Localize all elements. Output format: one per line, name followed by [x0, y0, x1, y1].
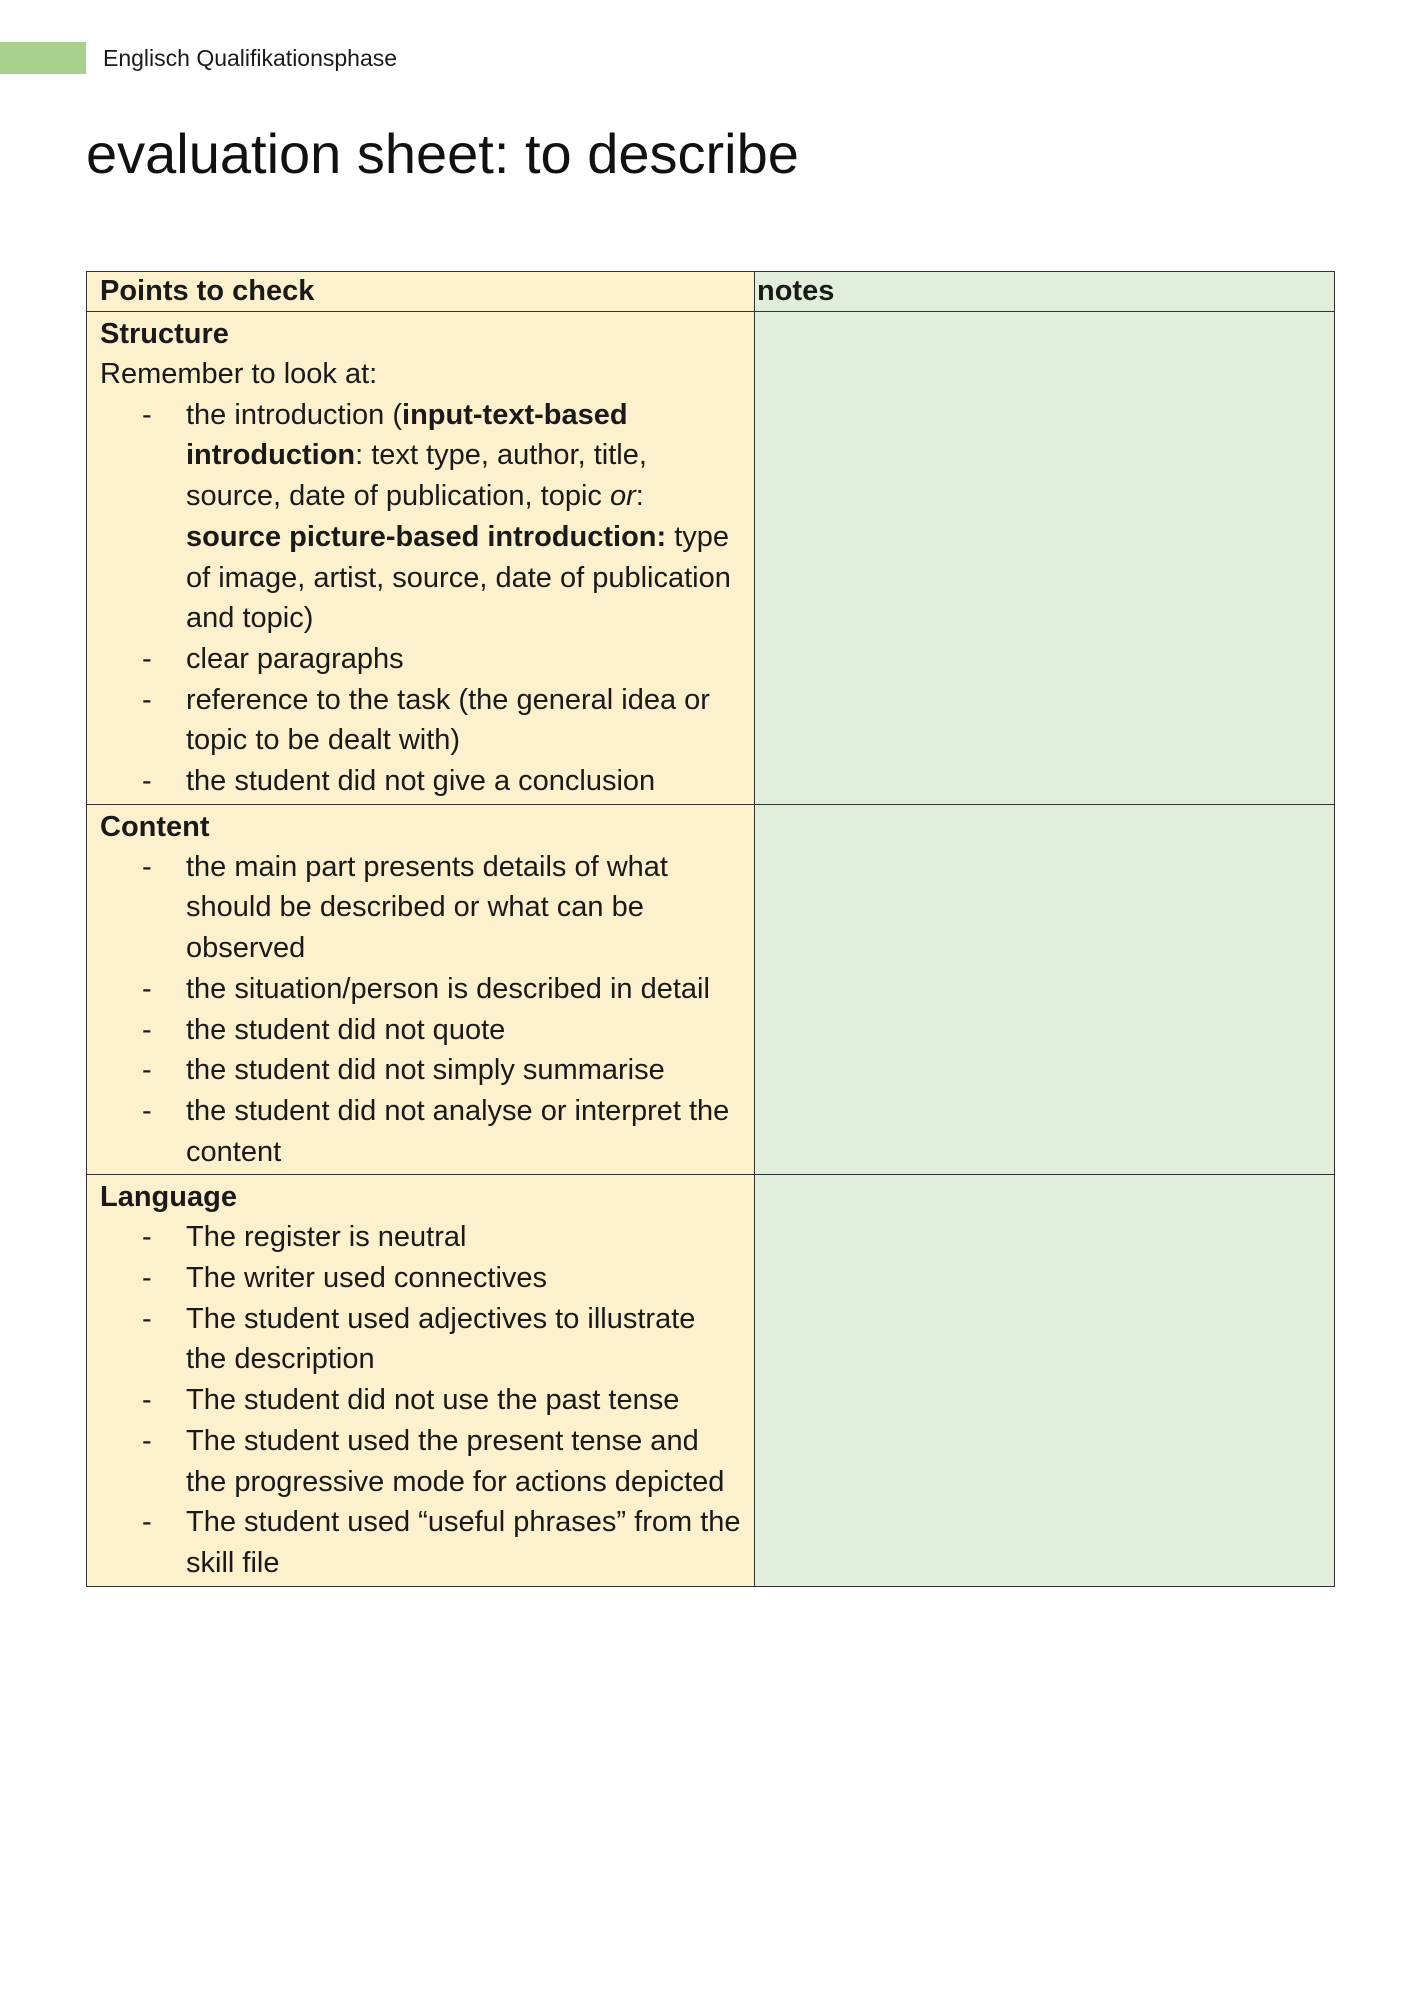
section-title-language: Language: [100, 1181, 237, 1214]
list-dash: -: [142, 1221, 152, 1254]
language-criteria-cell: [87, 1175, 755, 1586]
item-text: The student used adjectives to illustrate the description: [186, 1302, 696, 1376]
list-dash: -: [142, 1424, 152, 1457]
item-text: the student did not simply summarise: [186, 1054, 665, 1087]
table-row-language: [87, 1175, 1335, 1586]
structure-list: [100, 395, 742, 802]
list-dash: -: [142, 1054, 152, 1087]
item-text: reference to the task (the general idea or topic to be dealt with): [186, 683, 710, 757]
column-header-notes: notes: [755, 272, 1335, 312]
content-criteria-cell: [87, 804, 755, 1175]
notes-cell-structure[interactable]: [755, 312, 1335, 805]
table-header-row: [87, 272, 1335, 312]
item-bold-text: source picture-based introduction:: [186, 520, 667, 553]
notes-cell-language[interactable]: [755, 1175, 1335, 1586]
list-item: [100, 1380, 742, 1421]
list-item: [100, 680, 742, 761]
item-text: The student used “useful phrases” from the skill file: [186, 1506, 741, 1579]
item-text: the student did not quote: [186, 1013, 506, 1046]
list-dash: -: [142, 765, 152, 798]
evaluation-table: [86, 271, 1335, 1587]
list-dash: -: [142, 1013, 152, 1046]
header-course-label: Englisch Qualifikationsphase: [103, 45, 398, 71]
list-item: [100, 1010, 742, 1051]
item-text: : text type, author, title, source, date of publication, topic: [186, 439, 647, 513]
list-item: [100, 1502, 742, 1583]
item-text: the student did not analyse or interpret the content: [186, 1094, 730, 1168]
list-dash: -: [142, 1094, 152, 1127]
list-item: [100, 847, 742, 969]
page-title: evaluation sheet: to describe: [86, 122, 799, 185]
content-list: [100, 847, 742, 1173]
item-text: The register is neutral: [186, 1221, 467, 1254]
item-text: the introduction (: [186, 398, 403, 431]
column-header-points: Points to check: [87, 272, 755, 312]
item-text: The student used the present tense and the progressive mode for actions depicted: [186, 1424, 725, 1498]
list-item: [100, 761, 742, 802]
list-dash: -: [142, 1262, 152, 1295]
item-text: :: [635, 480, 644, 513]
item-text: type of image, artist, source, date of publication and topic): [186, 520, 731, 635]
list-item: [100, 969, 742, 1010]
list-item: [100, 1299, 742, 1380]
list-item: [100, 1258, 742, 1299]
item-bold-text: input-text-based introduction: [186, 398, 628, 472]
list-dash: -: [142, 1384, 152, 1417]
list-item: [100, 1421, 742, 1502]
list-item: [100, 639, 742, 680]
section-title-content: Content: [100, 810, 210, 843]
structure-intro: Remember to look at:: [100, 358, 378, 390]
list-dash: -: [142, 398, 152, 431]
list-dash: -: [142, 972, 152, 1005]
list-item: [100, 1217, 742, 1258]
item-text: The student did not use the past tense: [186, 1384, 680, 1417]
list-dash: -: [142, 1506, 152, 1539]
list-dash: -: [142, 683, 152, 716]
list-item: [100, 395, 742, 639]
item-text: the student did not give a conclusion: [186, 765, 656, 798]
list-item: [100, 1050, 742, 1091]
language-list: [100, 1217, 742, 1583]
item-text: The writer used connectives: [186, 1262, 548, 1295]
section-title-structure: Structure: [100, 318, 229, 350]
table-row-structure: [87, 312, 1335, 805]
structure-criteria-cell: [87, 312, 755, 805]
item-text: the situation/person is described in detail: [186, 972, 710, 1005]
notes-cell-content[interactable]: [755, 804, 1335, 1175]
list-dash: -: [142, 1302, 152, 1335]
table-row-content: [87, 804, 1335, 1175]
list-item: [100, 1091, 742, 1172]
item-text: clear paragraphs: [186, 642, 404, 675]
item-text: the main part presents details of what should be described or what can be observed: [186, 850, 668, 965]
item-italic-text: or: [609, 480, 636, 513]
header-accent-bar: [0, 42, 86, 74]
list-dash: -: [142, 642, 152, 675]
list-dash: -: [142, 850, 152, 883]
